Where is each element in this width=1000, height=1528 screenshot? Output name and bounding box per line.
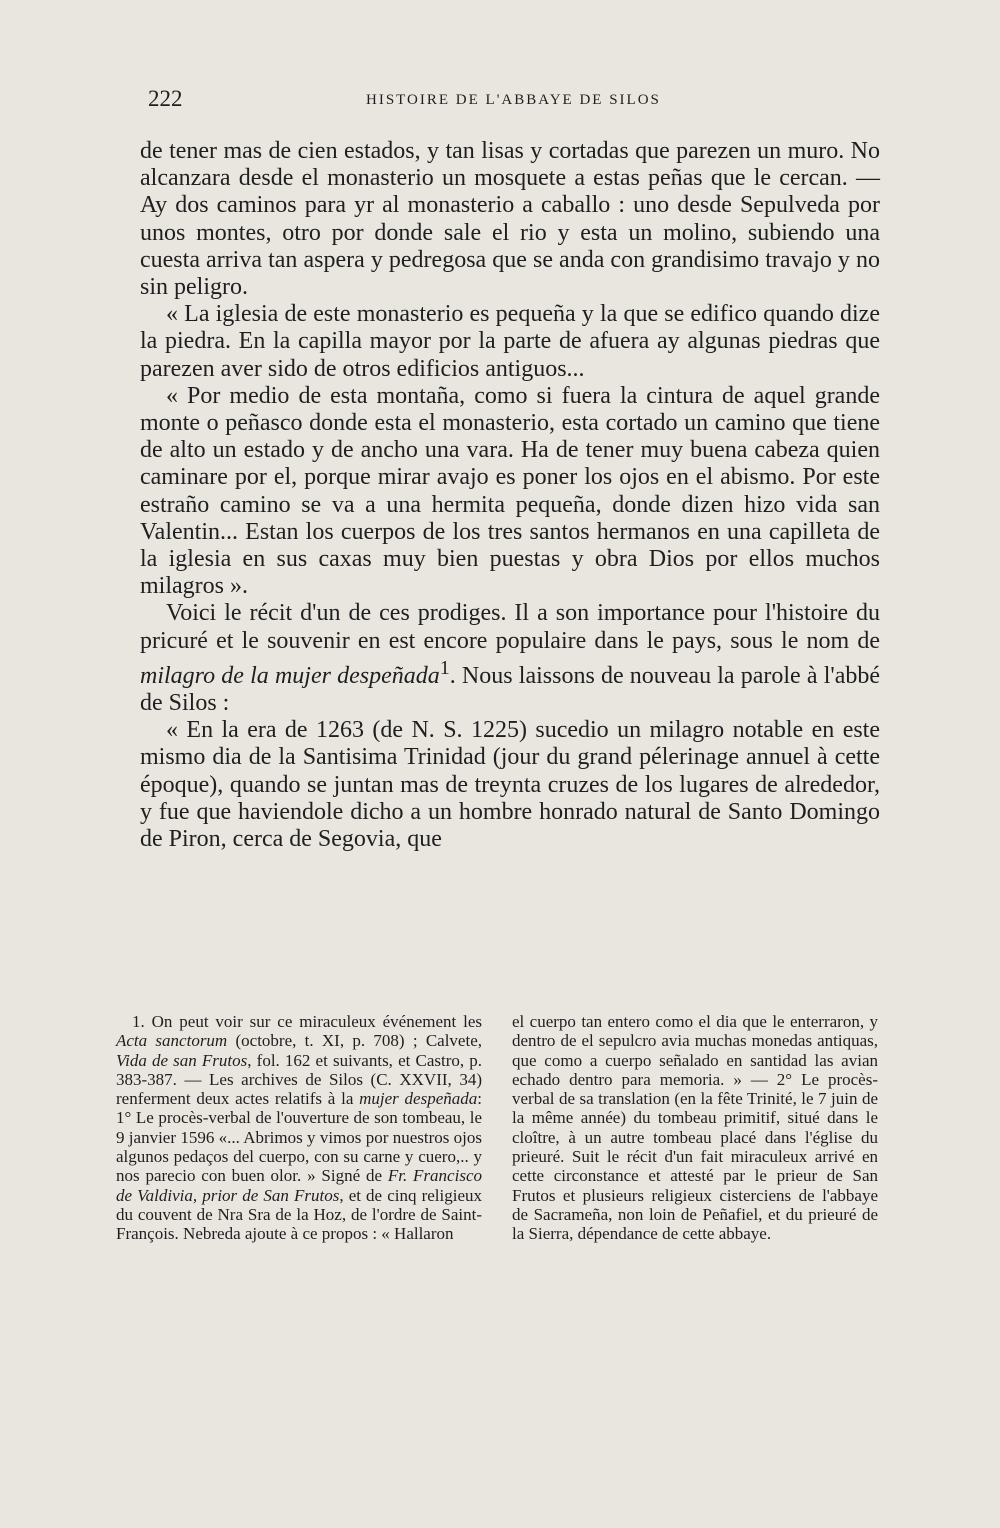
footnote-column-left	[116, 1012, 482, 1244]
page-number: 222	[148, 86, 183, 111]
paragraph	[140, 600, 880, 717]
text-run: , fol. 162 et suivants, et Castro, p. 383-387. — Les archives de Silos (C. XXVII, 34) renferment deux actes relatifs à la	[116, 1050, 482, 1109]
text-run: . Nous laissons de nouveau la parole à l'abbé de Silos :	[140, 662, 881, 717]
paragraph: de tener mas de cien estados, y tan lisas y cortadas que parezen un muro. No alcanzara desde el monasterio un mosquete a estas peñas que le cercan. — Ay dos caminos para yr al monasterio a caballo : uno desde Sepulveda por unos montes, otro por donde sale el rio y esta un molino, subiendo una cuesta arriva tan aspera y pedregosa que se anda con grandisimo travajo y no sin peligro.	[140, 138, 880, 301]
text-run: 1. On peut voir sur ce miraculeux événement les	[132, 1012, 482, 1031]
text-run: : 1° Le procès-verbal de l'ouverture de son tombeau, le 9 janvier 1596 «... Abrimos y vimos por nuestros ojos algunos pedaços del cuerpo, con su carne y cuero,.. y nos parecio con buen olor. » Signé de	[116, 1089, 482, 1186]
footnote-text	[116, 1012, 482, 1244]
text-run: Voici le récit d'un de ces prodiges. Il a son importance pour l'histoire du pricuré et le souvenir en est encore populaire dans le pays, sous le nom de	[140, 600, 880, 654]
italic-title: milagro de la mujer despeñada	[140, 662, 440, 689]
paragraph: « Por medio de esta montaña, como si fuera la cintura de aquel grande monte o peñasco donde esta el monasterio, esta cortado un camino que tiene de alto un estado y de ancho una vara. Ha de tener muy buena cabeza quien caminare por el, porque mirar avajo es poner los ojos en el abismo. Por este estraño camino se va a una hermita pequeña, donde dizen hizo vida san Valentin... Estan los cuerpos de los tres santos hermanos en una capilleta de la iglesia en sus caxas muy bien puestas y obra Dios por ellos muchos milagros ».	[140, 382, 880, 600]
footnotes	[116, 1012, 878, 1244]
page-header	[148, 86, 878, 120]
text-run: , et de cinq religieux du couvent de Nra Sra de la Hoz, de l'ordre de Saint-François. Nebreda ajoute à ce propos : « Hallaron	[116, 1185, 482, 1244]
italic-title: mujer despeñada	[359, 1089, 478, 1109]
paragraph: « La iglesia de este monasterio es pequeña y la que se edifico quando dize la piedra. En la capilla mayor por la parte de afuera ay algunas piedras que parezen aver sido de otros edificios antiguos...	[140, 301, 880, 382]
italic-title: Vida de san Frutos	[116, 1050, 248, 1070]
footnote-text: el cuerpo tan entero como el dia que le enterraron, y dentro de el sepulcro avia muchas monedas antiquas, que como a cuerpo señalado en santidad las avian echado dentro para memoria. » — 2° Le procès-verbal de sa translation (en la fête Trinité, le 7 juin de la même année) du tombeau primitif, situé dans le cloître, à un autre tombeau placé dans l'église du prieuré. Suit le récit d'un fait miraculeux arrivé en cette circonstance et attesté par le prieur de San Frutos et plusieurs religieux cisterciens de l'abbaye de Sacrameña, non loin de Peñafiel, et du prieuré de la Sierra, dépendance de cette abbaye.	[512, 1012, 878, 1244]
text-run: (octobre, t. XI, p. 708) ; Calvete,	[227, 1031, 482, 1051]
italic-title: Acta sanctorum	[116, 1031, 228, 1051]
footnote-column-right	[512, 1012, 878, 1244]
main-text	[140, 138, 880, 853]
italic-name: Fr. Francisco de Valdivia, prior de San Frutos	[116, 1166, 482, 1205]
running-title: HISTOIRE DE L'ABBAYE DE SILOS	[366, 92, 661, 108]
paragraph: « En la era de 1263 (de N. S. 1225) sucedio un milagro notable en este mismo dia de la Santisima Trinidad (jour du grand pélerinage annuel à cette époque), quando se juntan mas de treynta cruzes de los lugares de alrededor, y fue que haviendole dicho a un hombre honrado natural de Santo Domingo de Piron, cerca de Segovia, que	[140, 717, 880, 853]
footnote-reference: 1	[439, 656, 450, 679]
